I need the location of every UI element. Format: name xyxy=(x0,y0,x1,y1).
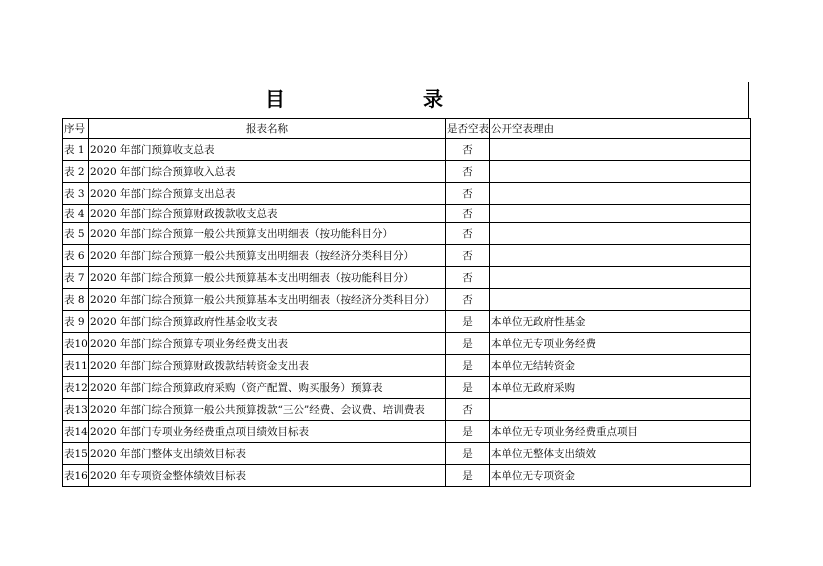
table-row xyxy=(63,465,751,487)
row-reason: 本单位无结转资金 xyxy=(490,355,751,377)
table-row xyxy=(63,311,751,333)
table-row xyxy=(63,333,751,355)
row-name: 2020 年部门综合预算一般公共预算支出明细表（按功能科目分） xyxy=(89,223,446,245)
row-seq: 表 1 xyxy=(63,139,89,161)
row-seq: 表 7 xyxy=(63,267,89,289)
row-seq: 表 4 xyxy=(63,205,89,223)
row-name: 2020 年部门专项业务经费重点项目绩效目标表 xyxy=(89,421,446,443)
row-is-empty: 否 xyxy=(446,289,490,311)
row-is-empty: 是 xyxy=(446,421,490,443)
row-seq: 表12 xyxy=(63,377,89,399)
row-name: 2020 年部门综合预算收入总表 xyxy=(89,161,446,183)
row-is-empty: 否 xyxy=(446,245,490,267)
row-is-empty: 否 xyxy=(446,205,490,223)
row-seq: 表 3 xyxy=(63,183,89,205)
row-name: 2020 年部门综合预算财政拨款收支总表 xyxy=(89,205,446,223)
title-char-right: 录 xyxy=(423,87,443,111)
row-is-empty: 否 xyxy=(446,183,490,205)
row-reason xyxy=(490,183,751,205)
row-reason xyxy=(490,289,751,311)
page-title xyxy=(62,82,749,118)
row-seq: 表 9 xyxy=(63,311,89,333)
row-seq: 表 6 xyxy=(63,245,89,267)
header-seq: 序号 xyxy=(63,119,89,139)
row-reason: 本单位无政府性基金 xyxy=(490,311,751,333)
row-is-empty: 否 xyxy=(446,161,490,183)
row-reason xyxy=(490,399,751,421)
row-is-empty: 是 xyxy=(446,311,490,333)
table-row xyxy=(63,161,751,183)
row-reason xyxy=(490,139,751,161)
row-is-empty: 是 xyxy=(446,443,490,465)
row-seq: 表16 xyxy=(63,465,89,487)
row-seq: 表13 xyxy=(63,399,89,421)
row-is-empty: 否 xyxy=(446,139,490,161)
table-row xyxy=(63,267,751,289)
header-is-empty: 是否空表 xyxy=(446,119,490,139)
table-row xyxy=(63,377,751,399)
row-is-empty: 否 xyxy=(446,267,490,289)
row-name: 2020 年部门整体支出绩效目标表 xyxy=(89,443,446,465)
title-char-left: 目 xyxy=(265,87,285,111)
row-seq: 表10 xyxy=(63,333,89,355)
row-name: 2020 年部门综合预算政府性基金收支表 xyxy=(89,311,446,333)
row-seq: 表 8 xyxy=(63,289,89,311)
row-reason: 本单位无专项业务经费 xyxy=(490,333,751,355)
row-reason xyxy=(490,205,751,223)
row-seq: 表 5 xyxy=(63,223,89,245)
row-name: 2020 年部门综合预算一般公共预算基本支出明细表（按经济分类科目分） xyxy=(89,289,446,311)
row-reason: 本单位无整体支出绩效 xyxy=(490,443,751,465)
row-reason xyxy=(490,223,751,245)
row-is-empty: 是 xyxy=(446,355,490,377)
row-name: 2020 年部门综合预算专项业务经费支出表 xyxy=(89,333,446,355)
row-reason: 本单位无政府采购 xyxy=(490,377,751,399)
table-row xyxy=(63,205,751,223)
row-name: 2020 年部门综合预算一般公共预算基本支出明细表（按功能科目分） xyxy=(89,267,446,289)
row-name: 2020 年部门综合预算一般公共预算支出明细表（按经济分类科目分） xyxy=(89,245,446,267)
table-row xyxy=(63,289,751,311)
table-row xyxy=(63,139,751,161)
row-seq: 表11 xyxy=(63,355,89,377)
row-is-empty: 否 xyxy=(446,399,490,421)
row-name: 2020 年部门综合预算支出总表 xyxy=(89,183,446,205)
row-is-empty: 是 xyxy=(446,333,490,355)
table-row xyxy=(63,355,751,377)
row-is-empty: 否 xyxy=(446,223,490,245)
table-row xyxy=(63,183,751,205)
catalog-table xyxy=(62,118,751,487)
row-is-empty: 是 xyxy=(446,465,490,487)
header-reason: 公开空表理由 xyxy=(490,119,751,139)
row-name: 2020 年部门综合预算政府采购（资产配置、购买服务）预算表 xyxy=(89,377,446,399)
row-name: 2020 年部门综合预算一般公共预算拨款“三公”经费、会议费、培训费表 xyxy=(89,399,446,421)
table-header-row xyxy=(63,119,751,139)
row-reason xyxy=(490,161,751,183)
row-is-empty: 是 xyxy=(446,377,490,399)
table-row xyxy=(63,223,751,245)
row-reason: 本单位无专项业务经费重点项目 xyxy=(490,421,751,443)
table-row xyxy=(63,245,751,267)
row-reason xyxy=(490,267,751,289)
row-reason: 本单位无专项资金 xyxy=(490,465,751,487)
table-row xyxy=(63,421,751,443)
row-name: 2020 年部门预算收支总表 xyxy=(89,139,446,161)
row-name: 2020 年部门综合预算财政拨款结转资金支出表 xyxy=(89,355,446,377)
row-seq: 表14 xyxy=(63,421,89,443)
row-reason xyxy=(490,245,751,267)
table-row xyxy=(63,399,751,421)
row-name: 2020 年专项资金整体绩效目标表 xyxy=(89,465,446,487)
table-row xyxy=(63,443,751,465)
row-seq: 表15 xyxy=(63,443,89,465)
row-seq: 表 2 xyxy=(63,161,89,183)
header-name: 报表名称 xyxy=(89,119,446,139)
